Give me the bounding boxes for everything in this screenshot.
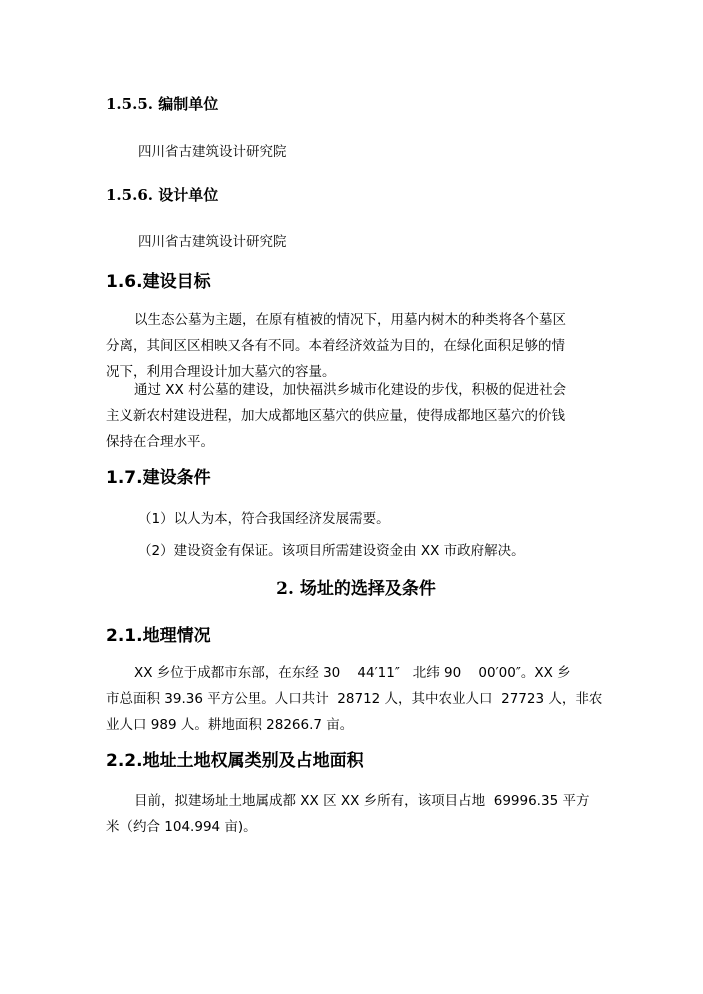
text-line: 四川省古建筑设计研究院 [138,234,287,250]
heading-1-5-5: 1.5.5. 编制单位 [106,95,219,113]
paragraph-1-6-a [106,307,586,385]
paragraph-1-5-5 [106,139,586,165]
heading-chapter-2: 2. 场址的选择及条件 [276,579,436,599]
list-item-2 [106,538,586,564]
paragraph-2-1 [106,660,603,738]
text-line: 况下，利用合理设计加大墓穴的容量。 [106,364,336,380]
text-line: 业人口 989 人。耕地面积 28266.7 亩。 [106,717,354,733]
paragraph-2-2 [106,788,590,840]
heading-2-1: 2.1.地理情况 [106,626,211,646]
text-line: 通过 XX 村公墓的建设，加快福洪乡城市化建设的步伐，积极的促进社会 [134,382,567,398]
text-line: XX 乡位于成都市东部，在东经 30 44′11″ 北纬 90 00′00″。XX 乡 [134,665,571,681]
paragraph-1-5-6 [106,229,586,255]
paragraph-1-6-b [106,377,586,455]
text-line: 主义新农村建设进程，加大成都地区墓穴的供应量，使得成都地区墓穴的价钱 [106,408,565,424]
text-line: 以生态公墓为主题，在原有植被的情况下，用墓内树木的种类将各个墓区 [134,312,566,328]
text-line: 米（约合 104.994 亩)。 [106,819,257,835]
heading-1-6: 1.6.建设目标 [106,272,211,292]
heading-2-2: 2.2.地址土地权属类别及占地面积 [106,751,364,771]
heading-1-5-6: 1.5.6. 设计单位 [106,186,219,204]
text-line: （2）建设资金有保证。该项目所需建设资金由 XX 市政府解决。 [138,543,525,559]
text-line: （1）以人为本，符合我国经济发展需要。 [138,511,390,527]
heading-1-7: 1.7.建设条件 [106,468,211,488]
text-line: 四川省古建筑设计研究院 [138,144,287,160]
list-item-1 [106,506,586,532]
text-line: 保持在合理水平。 [106,434,214,450]
text-line: 分离，其间区区相映又各有不同。本着经济效益为目的，在绿化面积足够的情 [106,338,565,354]
text-line: 目前，拟建场址土地属成都 XX 区 XX 乡所有，该项目占地 69996.35 平方 [134,793,590,809]
text-line: 市总面积 39.36 平方公里。人口共计 28712 人，其中农业人口 27723 人，非农 [106,691,603,707]
